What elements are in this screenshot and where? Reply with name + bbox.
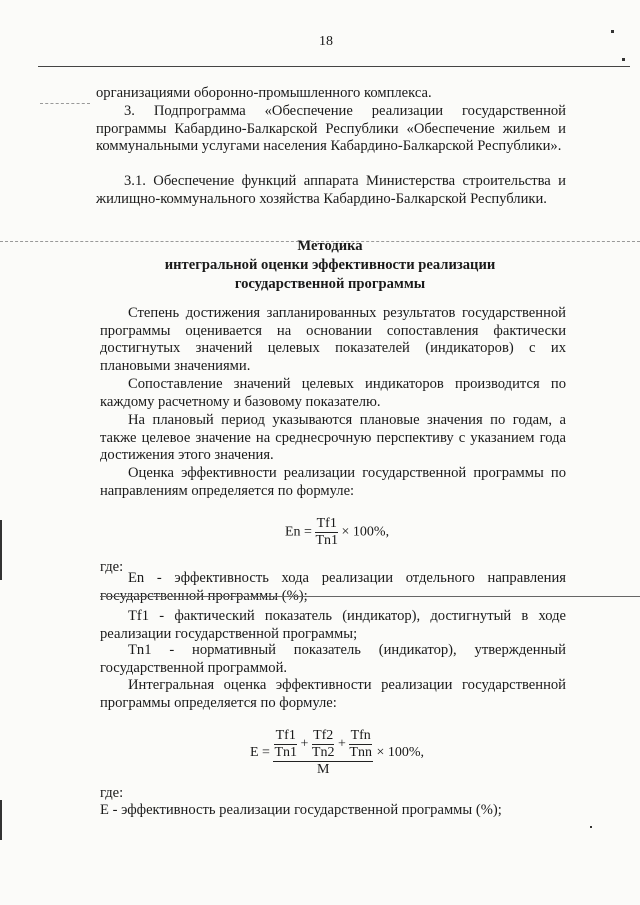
formula-e-sum xyxy=(273,728,373,762)
term-3-numerator: Tfn xyxy=(350,728,371,743)
definition-tf1: Tf1 - фактический показатель (индикатор), достигнутый в ходе реализации государственной программы; xyxy=(100,608,566,642)
plus-sign: + xyxy=(337,736,346,752)
formula-en xyxy=(285,516,389,549)
paragraph-3: На плановый период указываются плановые значения по годам, а также целевое значение на среднесрочную перспективу с указанием года достижения этого значения. xyxy=(100,412,566,464)
heading-line-3: государственной программы xyxy=(234,276,426,292)
term-3-denominator: Tnn xyxy=(349,745,372,760)
formula-e-rhs: × 100%, xyxy=(376,745,425,761)
formula-e-term-2 xyxy=(312,728,335,761)
definition-e: Е - эффективность реализации государственной программы (%); xyxy=(100,802,502,818)
scan-dash xyxy=(40,103,90,104)
formula-en-rhs: × 100%, xyxy=(341,524,390,540)
term-1-numerator: Tf1 xyxy=(275,728,296,743)
formula-e-main-fraction xyxy=(273,728,373,778)
formula-en-lhs: En = xyxy=(285,524,312,540)
definition-tn1: Tn1 - нормативный показатель (индикатор), утвержденный государственной программой. xyxy=(100,642,566,676)
paragraph-2: Сопоставление значений целевых индикаторов производится по каждому расчетному и базовому показателю. xyxy=(100,376,566,410)
intro-line: организациями оборонно-промышленного комплекса. xyxy=(96,85,432,101)
formula-en-denominator: Tn1 xyxy=(315,533,339,548)
formula-e-lhs: E = xyxy=(250,745,270,761)
formula-e-term-1 xyxy=(274,728,297,761)
where-label-2: где: xyxy=(100,785,124,801)
formula-e-denominator: M xyxy=(316,762,330,777)
scan-speck xyxy=(611,30,614,33)
plus-sign: + xyxy=(300,736,309,752)
term-2-denominator: Tn2 xyxy=(311,745,335,760)
term-1-denominator: Tn1 xyxy=(274,745,298,760)
formula-e-term-3 xyxy=(349,728,372,761)
formula-en-fraction xyxy=(315,516,338,549)
formula-e xyxy=(250,728,424,778)
scan-speck xyxy=(590,826,592,828)
formula-en-numerator: Tf1 xyxy=(316,516,337,531)
paragraph-1: Степень достижения запланированных результатов государственной программы оценивается на основании сопоставления фактически достигнутых значений целевых показателей (индикаторов) с их плановыми значениями. xyxy=(100,305,566,374)
scan-edge-mark xyxy=(0,520,2,580)
header-rule xyxy=(38,66,630,67)
paragraph-4: Оценка эффективности реализации государственной программы по направлениям определяется по формуле: xyxy=(100,465,566,499)
subprogram-3: 3. Подпрограмма «Обеспечение реализации государственной программы Кабардино-Балкарской Республики «Обеспечение жильем и коммунальными услугами населения Кабардино-Балкарской Республики». xyxy=(96,103,566,155)
scan-line xyxy=(100,596,640,597)
subprogram-3-1: 3.1. Обеспечение функций аппарата Министерства строительства и жилищно-коммунального хозяйства Кабардино-Балкарской Республики. xyxy=(96,173,566,207)
heading-line-1: Методика xyxy=(297,238,363,254)
heading-line-2: интегральной оценки эффективности реализации xyxy=(164,257,496,273)
paragraph-5: Интегральная оценка эффективности реализации государственной программы определяется по формуле: xyxy=(100,677,566,711)
definition-en: En - эффективность хода реализации отдельного направления государственной программы (%); xyxy=(100,570,566,604)
where-label-1: где: xyxy=(100,559,124,575)
scan-edge-mark xyxy=(0,800,2,840)
page-number: 18 xyxy=(319,34,333,49)
term-2-numerator: Tf2 xyxy=(313,728,334,743)
scan-speck xyxy=(622,58,625,61)
